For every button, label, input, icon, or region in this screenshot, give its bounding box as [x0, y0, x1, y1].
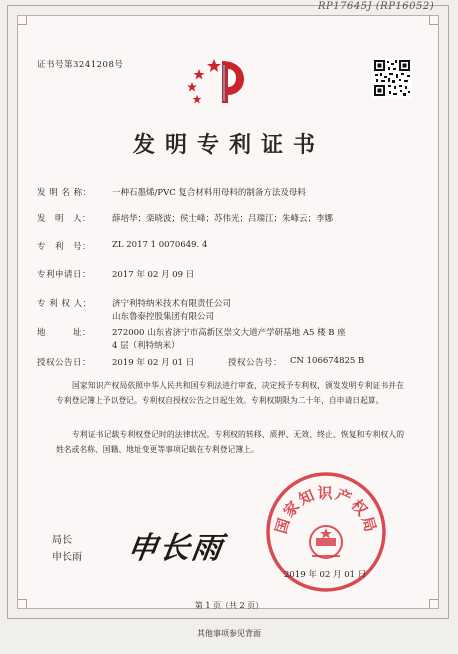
cnipa-logo-icon	[178, 55, 260, 109]
address-value-1: 272000 山东省济宁市高新区崇文大道产学研基地 A5 楼 B 座	[112, 328, 346, 338]
page-indicator: 第 1 页（共 2 页）	[194, 601, 264, 610]
certificate-number: 证书号第3241208号	[37, 60, 124, 70]
director-signature: 申长雨	[125, 531, 226, 566]
corner-ornament	[17, 15, 27, 25]
corner-ornament	[429, 15, 439, 25]
patent-number-value: ZL 2017 1 0070649. 4	[112, 240, 208, 250]
director-name: 申长雨	[52, 552, 82, 563]
patentee-label: 专 利 权 人：	[37, 299, 92, 309]
handwritten-tag: RP17645J (RP16052)	[318, 1, 435, 12]
svg-text:国家知识产权局: 国家知识产权局	[271, 484, 381, 536]
invention-name-value: 一种石墨烯/PVC 复合材料用母料的制备方法及母料	[112, 188, 306, 198]
address-label: 地 址：	[37, 328, 92, 338]
grant-date-value: 2019 年 02 月 01 日	[112, 358, 195, 368]
patentee-value-1: 济宁利特纳米技术有限责任公司	[112, 299, 232, 309]
invention-name-label: 发 明 名 称：	[37, 188, 92, 198]
patent-number-label: 专 利 号：	[37, 242, 92, 252]
application-date-label: 专利申请日：	[37, 270, 92, 280]
inventor-label: 发 明 人：	[37, 214, 92, 224]
footer-note: 其他事项参见背面	[197, 629, 261, 638]
seal-date: 2019 年 02 月 01 日	[284, 570, 367, 580]
certificate-title: 发明专利证书	[132, 132, 325, 158]
inventor-value: 薛培华；栾晓波；侯士峰；苏伟光；吕瑞江；朱峰云；李娜	[112, 214, 334, 224]
address-value-2: 4 层（利特纳米）	[112, 341, 180, 351]
patentee-value-2: 山东鲁泰控股集团有限公司	[112, 312, 215, 322]
legal-status-paragraph: 专利证书记载专利权登记时的法律状况。专利权的转移、质押、无效、终止、恢复和专利权人的姓名或名称、国籍、地址变更等事项记载在专利登记簿上。	[56, 430, 404, 454]
application-date-value: 2017 年 02 月 09 日	[112, 270, 195, 280]
grant-number-label: 授权公告号：	[228, 358, 283, 368]
grant-number-value: CN 106674825 B	[290, 356, 365, 366]
grant-date-label: 授权公告日：	[37, 358, 92, 368]
qr-code-icon	[372, 58, 412, 98]
grant-statement-paragraph: 国家知识产权局依照中华人民共和国专利法进行审查，决定授予专利权，颁发发明专利证书并在专利登记簿上予以登记。专利权自授权公告之日起生效。专利权期限为二十年，自申请日起算。	[56, 381, 404, 405]
director-title: 局长	[52, 535, 72, 546]
